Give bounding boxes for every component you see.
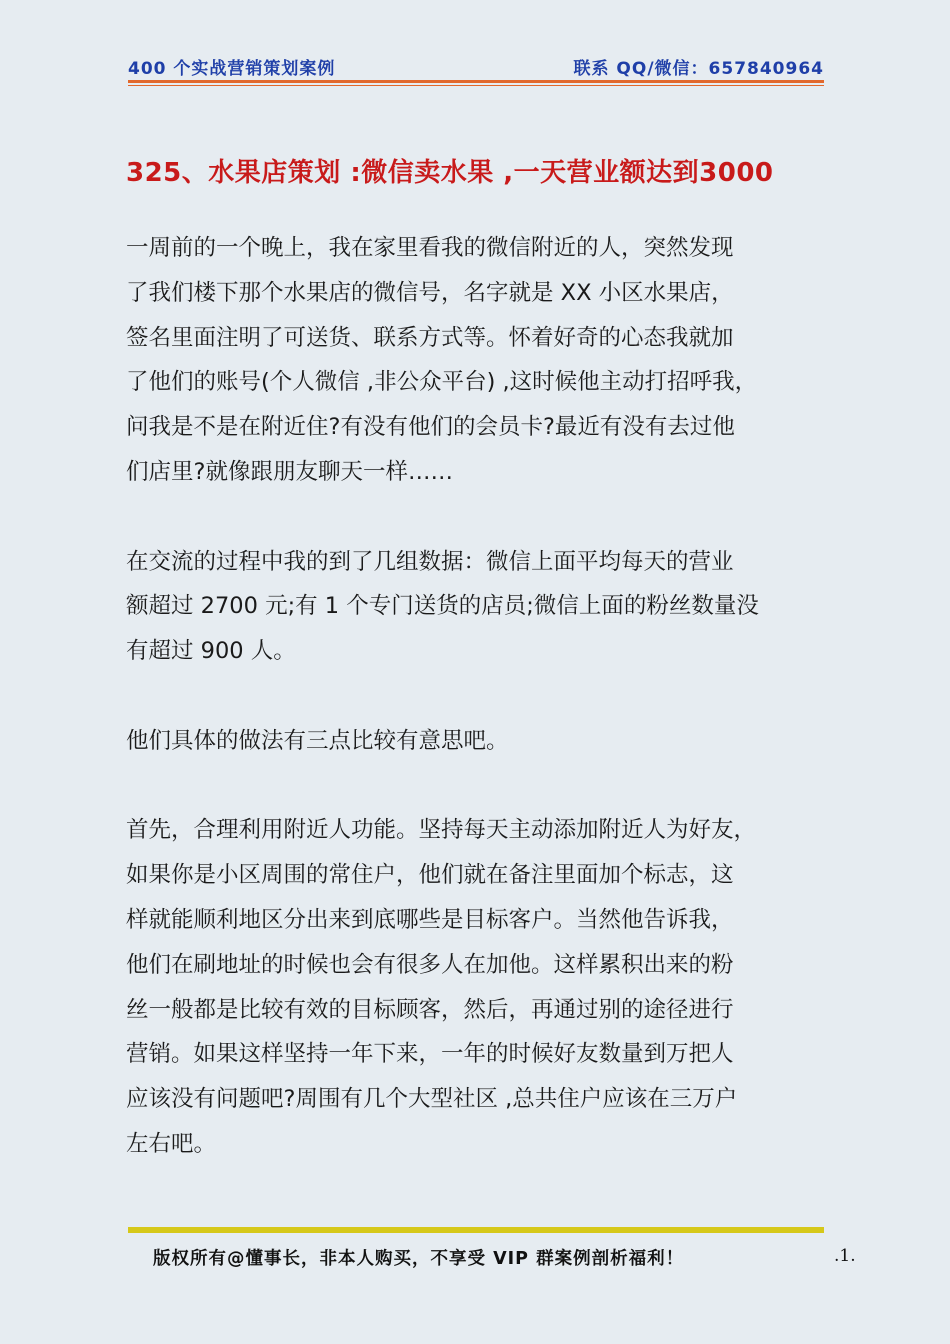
article-body — [126, 226, 826, 1167]
paragraph-first-method: 首先，合理利用附近人功能。坚持每天主动添加附近人为好友， 如果你是小区周围的常住户，他们就在备注里面加个标志，这 样就能顺利地区分出来到底哪些是目标客户。当然他告诉我， 他们在刷地址的时候也会有很多人在加他。这样累积出来的粉 丝一般都是比较有效的目标顾客，然后，再通过别的途径进行 营销。如果这样坚持一年下来，一年的时候好友数量到万把人 应该没有问题吧?周围有几个大型社区 ,总共住户应该在三万户 左右吧。 — [126, 817, 757, 1157]
footer-copyright: 版权所有@懂事长，非本人购买，不享受 VIP 群案例剖析福利！ — [153, 1249, 685, 1269]
header-divider-thin — [128, 85, 824, 86]
header-contact: 联系 QQ/微信：657840964 — [573, 59, 824, 79]
page-header — [128, 54, 824, 78]
header-divider — [128, 80, 824, 83]
header-series-title: 400 个实战营销策划案例 — [128, 59, 336, 79]
paragraph-methods: 他们具体的做法有三点比较有意思吧。 — [126, 727, 509, 754]
paragraph-data: 在交流的过程中我的到了几组数据：微信上面平均每天的营业 额超过 2700 元;有 1 个专门送货的店员;微信上面的粉丝数量没 有超过 900 人。 — [126, 548, 759, 665]
document-title: 325、水果店策划 :微信卖水果 ,一天营业额达到3000 — [126, 158, 774, 188]
page-number: .1. — [834, 1246, 856, 1266]
footer-divider — [128, 1227, 824, 1233]
paragraph-intro: 一周前的一个晚上，我在家里看我的微信附近的人，突然发现 了我们楼下那个水果店的微信号，名字就是 XX 小区水果店， 签名里面注明了可送货、联系方式等。怀着好奇的心态我就加 了他们的账号(个人微信 ,非公众平台) ,这时候他主动打招呼我， 问我是不是在附近住?有没有他们的会员卡?最近有没有去过他 们店里?就像跟朋友聊天一样…… — [126, 235, 758, 485]
